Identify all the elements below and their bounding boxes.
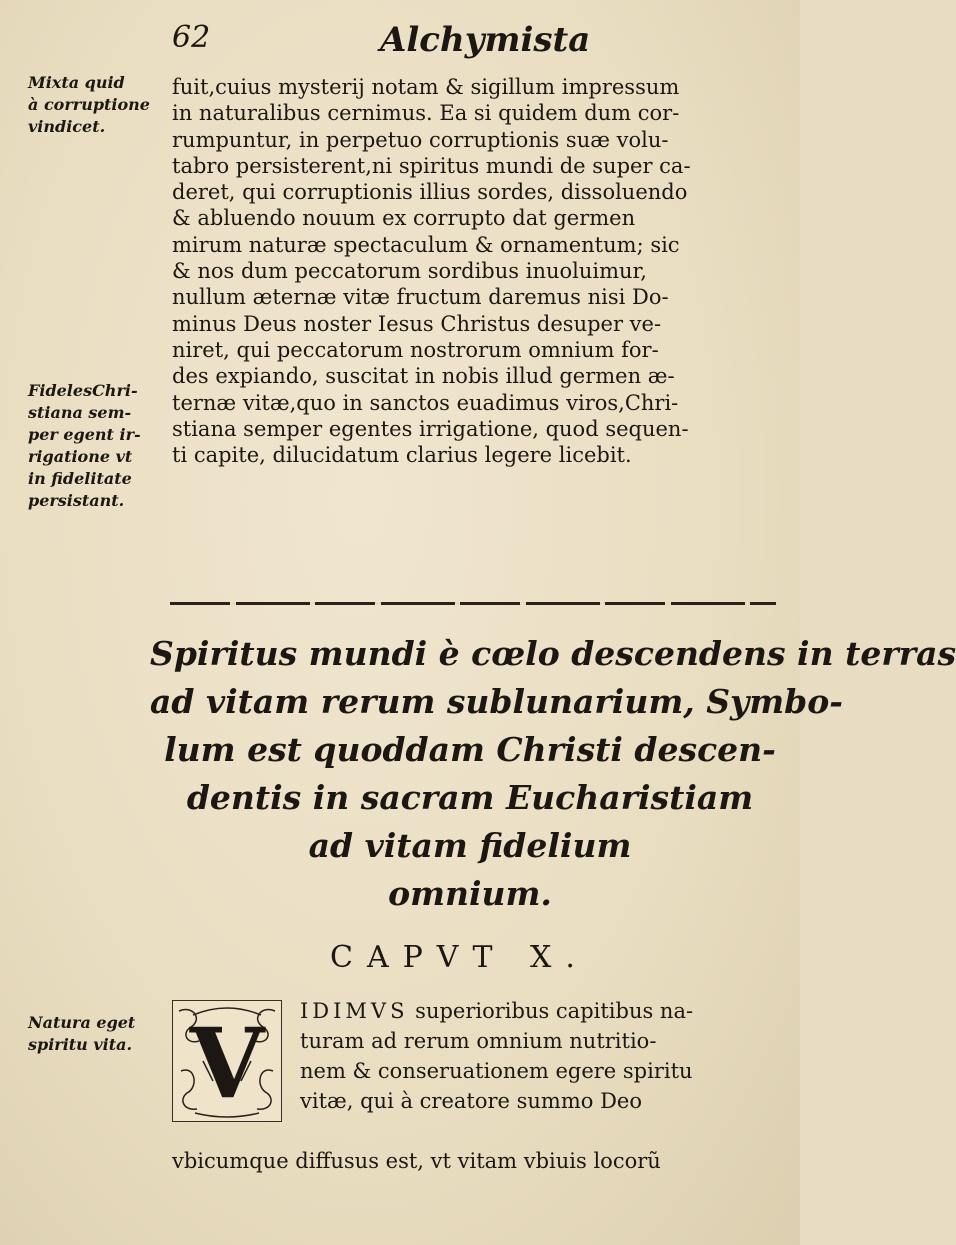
margin-note-natura (28, 1012, 168, 1056)
text-line: nullum æternæ vitæ fructum daremus nisi Do- (172, 285, 669, 310)
margin-note-line: à corruptione (28, 95, 150, 114)
margin-note-line: per egent ir- (28, 425, 141, 444)
text-line: minus Deus noster Iesus Christus desuper ve- (172, 311, 662, 336)
text-line: mirum naturæ spectaculum & ornamentum; sic (172, 232, 680, 257)
heading-line: lum est quoddam Christi descen- (164, 730, 776, 769)
section-heading (150, 630, 956, 918)
margin-note-line: spiritu vita. (28, 1035, 133, 1054)
text-line: ternæ vitæ,quo in sanctos euadimus viros,Chri- (172, 390, 679, 415)
chapter-paragraph (300, 996, 790, 1116)
text-line: fuit,cuius mysterij notam & sigillum impressum (172, 75, 680, 99)
text-line: & abluendo nouum ex corrupto dat germen (172, 206, 636, 231)
text-line: rumpuntur, in perpetuo corruptionis suæ volu- (172, 127, 669, 152)
heading-line: ad vitam fidelium (308, 826, 632, 865)
chapter-first-line (300, 996, 790, 1026)
text-line: nem & conseruationem egere spiritu (300, 1059, 693, 1083)
heading-line: omnium. (388, 874, 552, 913)
body-paragraph (172, 74, 772, 468)
text-line: niret, qui peccatorum nostrorum omnium for- (172, 337, 659, 362)
margin-note-line: rigatione vt (28, 447, 133, 466)
text-line: deret, qui corruptionis illius sordes, dissoluendo (172, 180, 688, 205)
text-line: tabro persisterent,ni spiritus mundi de super ca- (172, 153, 691, 178)
dropcap-letter: V (189, 1007, 265, 1120)
running-title: Alchymista (380, 20, 591, 60)
margin-note-fideles (28, 380, 168, 512)
text-line: in naturalibus cernimus. Ea si quidem dum cor- (172, 101, 680, 126)
chapter-title: CAPVT X. (330, 940, 589, 975)
text-line: stiana semper egentes irrigatione, quod sequen- (172, 416, 689, 441)
margin-note-line: persistant. (28, 491, 125, 510)
ornament-icon (173, 1001, 281, 1121)
heading-line: Spiritus mundi è cœlo descendens in terras (150, 634, 956, 673)
margin-note-line: FidelesChri- (28, 381, 138, 400)
text-line: des expiando, suscitat in nobis illud germen æ- (172, 364, 675, 389)
text-line: ti capite, dilucidatum clarius legere licebit. (172, 443, 632, 468)
page-number: 62 (172, 20, 211, 55)
margin-note-line: Natura eget (28, 1013, 136, 1032)
margin-note-mixta (28, 72, 168, 138)
margin-note-line: in fidelitate (28, 469, 132, 488)
text-line: & nos dum peccatorum sordibus inuoluimur, (172, 259, 647, 284)
heading-line: ad vitam rerum sublunarium, Symbo- (150, 682, 843, 721)
page-header (0, 20, 800, 68)
text-line: turam ad rerum omnium nutritio- (300, 1029, 657, 1053)
section-divider-rule (170, 602, 776, 605)
text-line: superioribus capitibus na- (415, 999, 694, 1023)
margin-note-line: stiana sem- (28, 403, 132, 422)
decorated-initial-v (172, 1000, 282, 1122)
margin-note-line: vindicet. (28, 117, 106, 136)
margin-note-line: Mixta quid (28, 73, 125, 92)
chapter-first-word: IDIMVS (300, 999, 409, 1023)
text-line: vitæ, qui à creatore summo Deo (300, 1089, 642, 1113)
chapter-last-line: vbicumque diffusus est, vt vitam vbiuis locorũ (172, 1149, 661, 1173)
heading-line: dentis in sacram Eucharistiam (186, 778, 754, 817)
